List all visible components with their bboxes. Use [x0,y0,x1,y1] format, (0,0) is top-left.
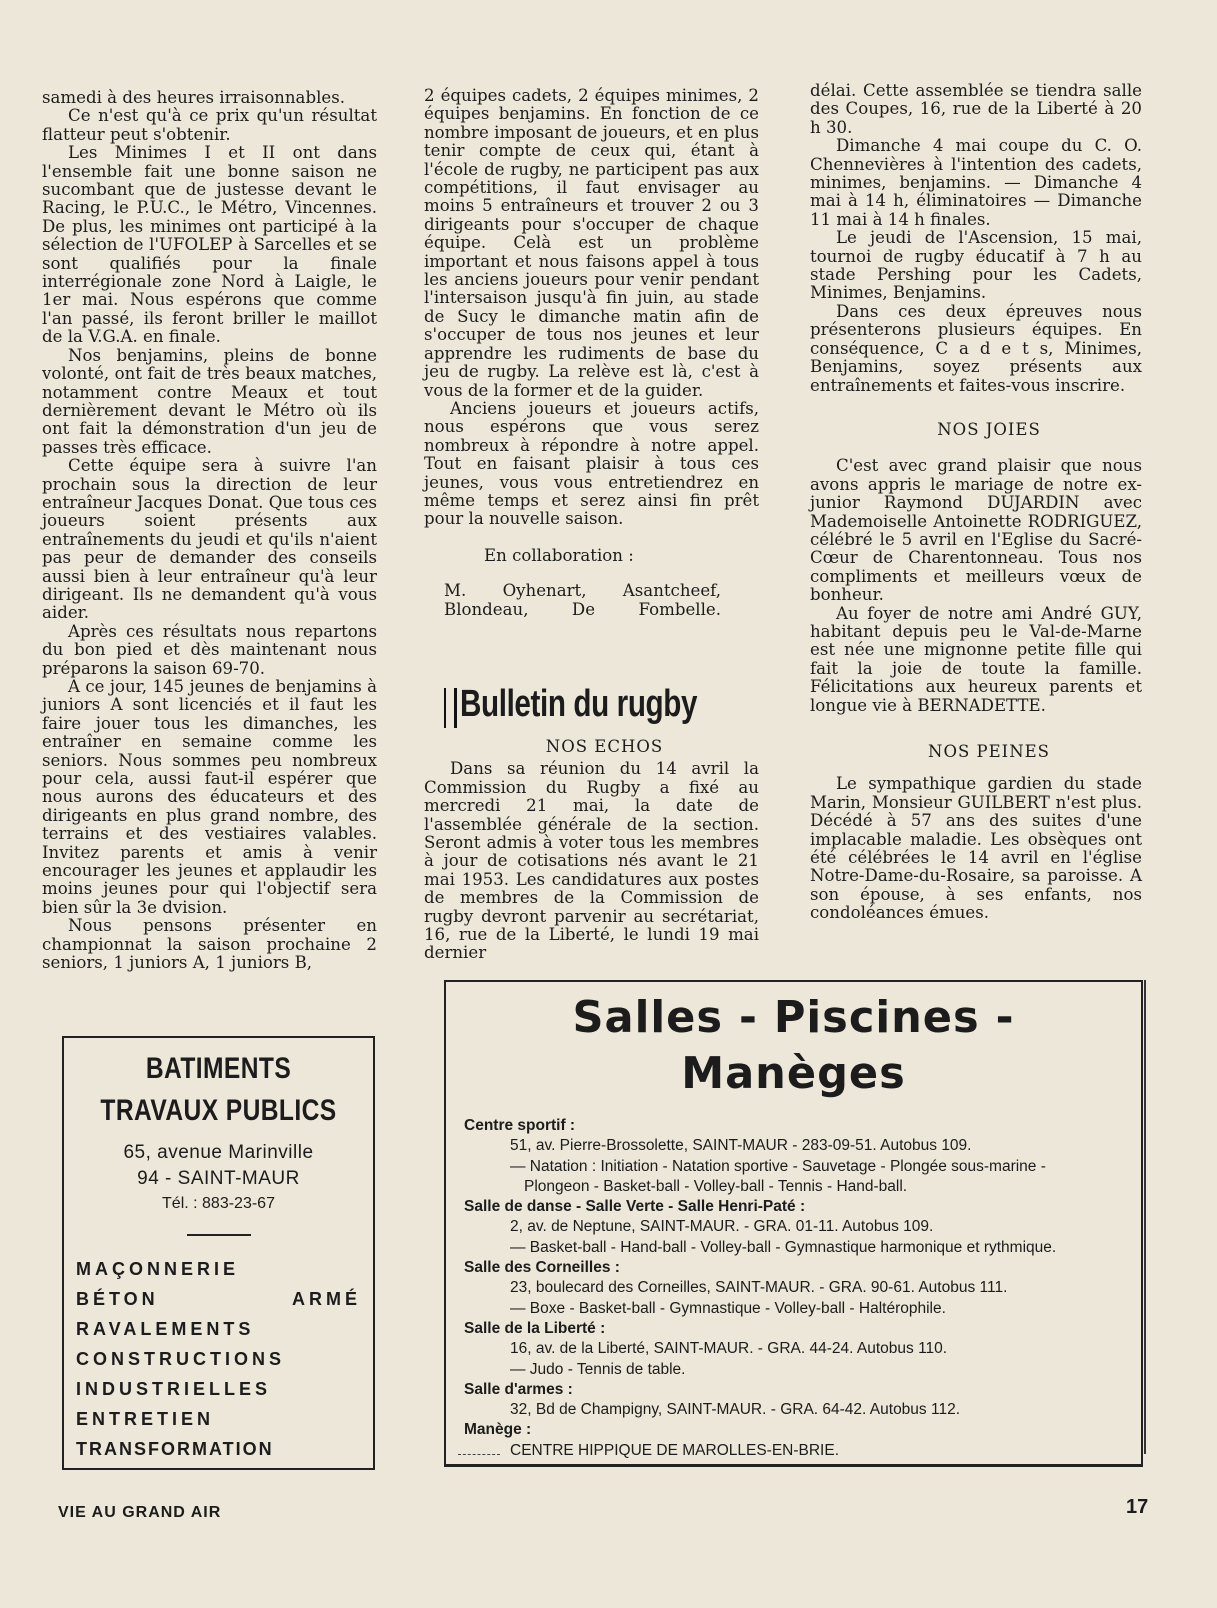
venue-item [464,1116,1141,1197]
article-column-3 [810,82,1142,923]
ad-service: ENTRETIEN [76,1409,215,1429]
page-number: 17 [1126,1496,1149,1518]
paragraph: Nos benjamins, pleins de bonne volonté, ont fait de très beaux matches, notamment contre Meaux et tout dernièrement devant le Métro où ils ont fait la démonstration d'un jeu de passes très efficace. [42,345,377,457]
bulletin-title-text: Bulletin du rugby [460,683,698,725]
section-heading-peines: NOS PEINES [928,742,1050,761]
venue-address: 23, boulecard des Corneilles, SAINT-MAUR. - GRA. 90-61. Autobus 111. [510,1279,1008,1297]
section-heading-echos: NOS ECHOS [545,737,664,756]
collaboration-names: M. Oyhenart, Asantcheef, Blondeau, De Fombelle. [444,581,721,619]
paragraph: 2 équipes cadets, 2 équipes minimes, 2 équipes benjamins. En fonction de ce nombre imposant de joueurs, et en plus tenir compte de ceux qui, étant à l'école de rugby, ne participent pas aux compétitions, il faut envisager au moins 5 entraîneurs et trouver 2 ou 3 dirigeants pour s'occuper de chaque équipe. Celà est un problème important et nous faisons appel à tous les anciens joueurs pour venir pendant l'intersaison jusqu'à fin juin, au stade de Sucy le dimanche matin afin de s'occuper de tous nos jeunes et leur apprendre les rudiments de base du jeu de rugby. La relève est là, c'est à vous de la former et de la guider. [424,86,759,400]
ad-service: RAVALEMENTS [76,1319,255,1339]
paragraph: Au foyer de notre ami André GUY, habitant depuis peu le Val-de-Marne est née une mignonne petite fille qui fait la joie de toute la famille. Félicitations aux heureux parents et longue vie à BERNADETTE. [810,603,1142,715]
paragraph: Dans sa réunion du 14 avril la Commission du Rugby a fixé au mercredi 21 mai, la date de l'assemblée générale de la section. Seront admis à voter tous les membres à jour de cotisations nés avant le 21 mai 1953. Les candidatures aux postes de membres de la Commission de rugby devront parvenir au secrétariat, 16, rue de la Liberté, le lundi 19 mai dernier [424,759,759,963]
venue-address: 51, av. Pierre-Brossolette, SAINT-MAUR - 283-09-51. Autobus 109. [510,1137,972,1155]
ad-title: Salles - Piscines - Manèges [572,992,1015,1099]
ad-service: MAÇONNERIE [76,1259,240,1279]
magazine-name: VIE AU GRAND AIR [58,1504,222,1521]
article-column-2 [424,87,759,619]
venue-item [464,1197,1141,1258]
venue-name: Salle des Corneilles : [464,1259,620,1277]
venue-address: 2, av. de Neptune, SAINT-MAUR. - GRA. 01-11. Autobus 109. [510,1218,934,1236]
ad-title-line-1: BATIMENTS [145,1052,292,1085]
paragraph: Nous pensons présenter en championnat la saison prochaine 2 seniors, 1 juniors A, 1 juniors B, [42,916,377,973]
paragraph: A ce jour, 145 jeunes de benjamins à juniors A sont licenciés et il faut les faire jouer tous les dimanches, les entraîner en semaine comme les seniors. Nous sommes peu nombreux pour cela, aussi faut-il espérer que nous aurons des éducateurs et des dirigeants en plus grand nombre, des terrains et des vestiaires valables. Invitez parents et amis à venir encourager les jeunes et applaudir les moins jeunes pour qui l'objectif sera bien sûr la 3e dvision. [42,677,377,917]
paragraph: Ce n'est qu'à ce prix qu'un résultat flatteur peut s'obtenir. [42,106,377,144]
decorative-mark [458,1454,500,1456]
paragraph: Dimanche 4 mai coupe du C. O. Chennevières à l'intention des cadets, minimes, benjamins. — Dimanche 4 mai à 14 h, éliminatoires — Dimanche 11 mai à 14 h finales. [810,136,1142,229]
venue-name: Salle d'armes : [464,1380,573,1398]
section-heading-joies: NOS JOIES [937,419,1041,439]
venue-activities: — Basket-ball - Hand-ball - Volley-ball - Gymnastique harmonique et rythmique. [510,1238,1057,1256]
paragraph: Après ces résultats nous repartons du bon pied et dès maintenant nous préparons la saison 69-70. [42,621,377,678]
venue-item [464,1420,1141,1461]
paragraph: C'est avec grand plaisir que nous avons appris le mariage de notre ex-junior Raymond DUJARDIN avec Mademoiselle Antoinette RODRIGUEZ, célébré le 5 avril en l'Eglise du Sacré-Cœur de Charentonneau. Tous nos compliments et meilleurs vœux de bonheur. [810,456,1142,605]
paragraph: Dans ces deux épreuves nous présenterons plusieurs équipes. En conséquence, C a d e t s, Minimes, Benjamins, soyez présents aux entraînements et faites-vous inscrire. [810,301,1142,395]
venue-item [464,1319,1141,1380]
bulletin-bar-icon [444,688,457,728]
venue-activities: — Natation : Initiation - Natation sportive - Sauvetage - Plongée sous-marine - Plongeon - Basket-ball - Volley-ball - Tennis - Hand-ball. [510,1157,1046,1195]
venue-address: 32, Bd de Champigny, SAINT-MAUR. - GRA. 64-42. Autobus 112. [510,1401,960,1419]
paragraph: Les Minimes I et II ont dans l'ensemble fait une bonne saison ne sucombant que de justesse devant le Racing, le P.U.C., le Métro, Vincennes. De plus, les minimes ont participé à la sélection de l'UFOLEP à Sarcelles et se sont qualifiés pour la finale interrégionale zone Nord à Laigle, le 1er mai. Nous espérons que comme l'an passé, ils feront briller le maillot de la V.G.A. en finale. [42,143,377,347]
venue-name: Salle de danse - Salle Verte - Salle Henri-Paté : [464,1198,806,1216]
venue-item [464,1258,1141,1319]
ad-service: BÉTON ARMÉ [76,1289,361,1309]
advertisement-batiments [62,1036,375,1470]
ad-service: TRANSFORMATION [76,1439,274,1459]
ad-address: 65, avenue Marinville [123,1142,314,1163]
paragraph: Anciens joueurs et joueurs actifs, nous espérons que vous serez nombreux à répondre à notre appel. Tout en faisant plaisir à tous ces jeunes, vous vous entretiendrez en même temps et serez ainsi fin prêt pour la nouvelle saison. [424,398,759,529]
paragraph: Le jeudi de l'Ascension, 15 mai, tournoi de rugby éducatif à 7 h au stade Pershing pour les Cadets, Minimes, Benjamins. [810,228,1142,303]
ad-service: CONSTRUCTIONS [76,1349,285,1369]
venue-name: Salle de la Liberté : [464,1319,606,1337]
venue-activities: — Boxe - Basket-ball - Gymnastique - Volley-ball - Haltérophile. [510,1299,946,1317]
ad-city: 94 - SAINT-MAUR [137,1168,300,1189]
divider [1144,980,1146,1454]
ad-title-line-2: TRAVAUX PUBLICS [100,1094,337,1127]
paragraph: délai. Cette assemblée se tiendra salle des Coupes, 16, rue de la Liberté à 20 h 30. [810,81,1142,137]
venue-name: Manège : [464,1421,532,1439]
venue-name: Centre sportif : [464,1117,576,1134]
paragraph: samedi à des heures irraisonnables. [42,88,345,107]
ad-service: INDUSTRIELLES [76,1379,272,1399]
divider [187,1234,251,1236]
venue-list [446,1116,1141,1461]
venue-activities: — Judo - Tennis de table. [510,1360,686,1378]
ad-telephone: Tél. : 883-23-67 [162,1195,275,1212]
venue-item [464,1380,1141,1421]
paragraph: Le sympathique gardien du stade Marin, Monsieur GUILBERT n'est plus. Décédé à 57 ans des suites d'une implacable maladie. Les obsèques ont été célébrées le 14 avril en l'église Notre-Dame-du-Rosaire, sa paroisse. A son épouse, à ses enfants, nos condoléances émues. [810,774,1142,923]
venue-address: CENTRE HIPPIQUE DE MAROLLES-EN-BRIE. [510,1441,840,1459]
paragraph: Cette équipe sera à suivre l'an prochain sous la direction de leur entraîneur Jacques Donat. Que tous ces joueurs soient présents aux entraînements du jeudi et qu'ils n'aient pas peur de demander des conseils aussi bien à leur entraîneur qu'à leur dirigeant. Ils ne demandent qu'à vous aider. [42,456,377,623]
echos-section [424,738,759,963]
advertisement-salles [444,980,1143,1467]
article-column-1 [42,89,377,973]
bulletin-title [444,680,764,736]
venue-address: 16, av. de la Liberté, SAINT-MAUR. - GRA. 44-24. Autobus 110. [510,1340,948,1358]
collaboration-label: En collaboration : [484,545,634,565]
